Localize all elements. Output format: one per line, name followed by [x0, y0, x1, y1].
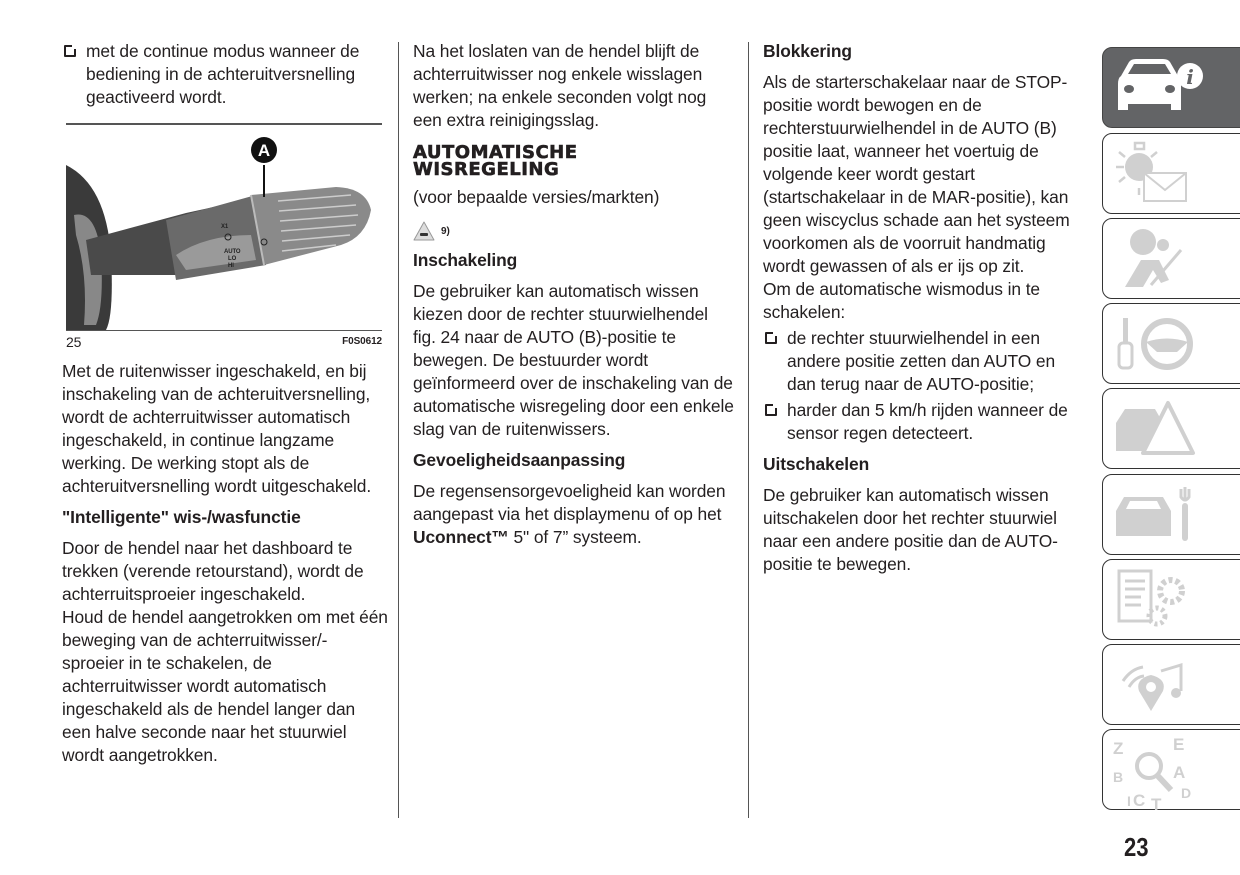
paragraph: Om de automatische wismodus in te schakelen: — [763, 279, 1041, 322]
column-2 — [413, 40, 735, 549]
car-wrench-icon — [1111, 481, 1221, 549]
index-letter: T — [1151, 795, 1162, 810]
tab-multimedia[interactable] — [1102, 644, 1240, 725]
index-letter: D — [1181, 785, 1192, 801]
tab-car-info[interactable] — [1102, 47, 1240, 128]
lever-label: AUTO — [224, 248, 241, 255]
text: De regensensorgevoeligheid kan worden aangepast via het displaymenu of op het — [413, 481, 726, 524]
bullet-square-icon — [765, 404, 777, 416]
column-1 — [62, 40, 388, 767]
key-steering-wheel-icon — [1111, 310, 1221, 378]
bullet-square-icon — [64, 45, 76, 57]
car-info-icon — [1111, 54, 1221, 122]
figure-code: F0S0612 — [342, 336, 382, 347]
index-letter: I — [1127, 793, 1131, 809]
section-title — [413, 144, 735, 178]
bullet-text: met de continue modus wanneer de bediening in de achteruitversnelling geactiveerd wordt. — [86, 41, 360, 107]
bullet-text: de rechter stuurwielhendel in een andere positie zetten dan AUTO en dan terug naar de AUTO-positie; — [787, 328, 1056, 394]
paragraph: Als de starterschakelaar naar de STOP-positie wordt bewogen en de rechterstuurwielhendel in de AUTO (B) positie laat, wanneer het voertuig de volgende keer wordt gestart (startschakelaar in de MAR-positie), kan geen wiscyclus schade aan het systeem voorkomen als de voorruit handmatig wordt gewassen of als er ijs op zit. — [763, 72, 1070, 276]
figure-bottom-rule — [66, 330, 382, 332]
title-line: AUTOMATISCHE — [413, 142, 578, 163]
tab-safety[interactable] — [1102, 218, 1240, 299]
paragraph: Met de ruitenwisser ingeschakeld, en bij inschakeling van de achteruitversnelling, wordt de achterruitwisser automatisch ingeschakeld, in continue langzame werking. De werking stopt als de achteruitversnelling wordt uitgeschakeld. — [62, 361, 372, 496]
title-line: WISREGELING — [413, 159, 560, 180]
figure-caption — [66, 332, 382, 352]
svg-text:i: i — [1186, 65, 1194, 89]
figure-25 — [66, 123, 382, 352]
car-warning-icon — [1111, 395, 1221, 463]
bullet-item — [62, 40, 388, 109]
multimedia-icon — [1111, 651, 1221, 719]
callout-label: A — [257, 140, 271, 160]
index-search-icon — [1111, 736, 1221, 810]
column-3 — [763, 40, 1087, 576]
paragraph: (voor bepaalde versies/markten) — [413, 187, 660, 207]
section-heading: Inschakeling — [413, 250, 518, 270]
paragraph: Houd de hendel aangetrokken om met één beweging van de achterruitwisser/-sproeier in te schakelen, de achterruitwisser wordt automatisch ingeschakeld als de hendel langer dan een halve seconde naar het stuurwiel wordt aangetrokken. — [62, 607, 388, 765]
tab-technical-data[interactable] — [1102, 559, 1240, 640]
tab-emergency[interactable] — [1102, 388, 1240, 469]
index-letter: Z — [1113, 739, 1124, 758]
airbag-seatbelt-icon — [1111, 225, 1221, 293]
tab-lights-messages[interactable] — [1102, 133, 1240, 214]
paragraph — [413, 480, 735, 549]
index-letter: C — [1133, 791, 1146, 810]
bullet-text: harder dan 5 km/h rijden wanneer de sensor regen detecteert. — [787, 400, 1068, 443]
text: 5" of 7” systeem. — [508, 527, 642, 547]
index-letter: E — [1173, 736, 1185, 754]
column-divider — [398, 42, 399, 818]
section-heading: Blokkering — [763, 41, 852, 61]
section-heading: "Intelligente" wis-/wasfunctie — [62, 507, 301, 527]
tab-index[interactable] — [1102, 729, 1240, 810]
lever-label: X1 — [221, 223, 229, 230]
index-letter: A — [1173, 763, 1186, 782]
warning-ref-number: 9) — [441, 225, 450, 237]
paragraph: Door de hendel naar het dashboard te trekken (verende retourstand), wordt de achterruitsproeier ingeschakeld. — [62, 538, 364, 604]
lever-label: HI — [228, 262, 234, 269]
bullet-item — [763, 399, 1087, 445]
bullet-item — [763, 327, 1087, 396]
wiper-lever-illustration — [66, 125, 382, 330]
column-divider — [748, 42, 749, 818]
tab-starting-driving[interactable] — [1102, 303, 1240, 384]
figure-number: 25 — [66, 334, 82, 350]
paragraph: De gebruiker kan automatisch wissen uitschakelen door het rechter stuurwiel naar een andere positie dan de AUTO-positie te bewegen. — [763, 485, 1058, 574]
section-heading: Gevoeligheidsaanpassing — [413, 450, 626, 470]
tab-maintenance[interactable] — [1102, 474, 1240, 555]
brand-name: Uconnect™ — [413, 527, 509, 547]
lever-label: LO — [228, 255, 237, 262]
lights-envelope-icon — [1111, 140, 1221, 208]
warning-reference[interactable] — [413, 219, 735, 243]
bullet-square-icon — [765, 332, 777, 344]
specs-gears-icon — [1111, 566, 1221, 634]
warning-triangle-icon — [413, 221, 435, 241]
paragraph: De gebruiker kan automatisch wissen kiezen door de rechter stuurwielhendel fig. 24 naar de AUTO (B)-positie te bewegen. De bestuurder wordt geïnformeerd over de inschakeling van de automatische wisregeling door een enkele slag van de ruitenwissers. — [413, 281, 734, 439]
index-letter: B — [1113, 769, 1124, 785]
page-number: 23 — [1124, 832, 1149, 862]
paragraph: Na het loslaten van de hendel blijft de achterruitwisser nog enkele wisslagen werken; na enkele seconden volgt nog een extra reinigingsslag. — [413, 41, 707, 130]
section-heading: Uitschakelen — [763, 454, 870, 474]
